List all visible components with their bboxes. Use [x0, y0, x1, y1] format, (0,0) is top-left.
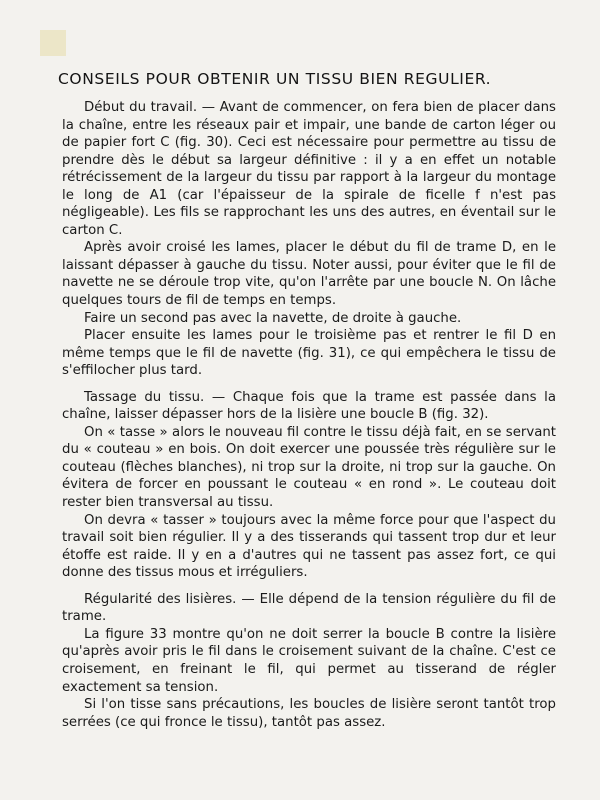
- corner-tab-mark: [40, 30, 66, 56]
- page-title: CONSEILS POUR OBTENIR UN TISSU BIEN REGULIER.: [58, 70, 492, 88]
- paragraph-regularite-des-lisieres: [62, 591, 556, 626]
- paragraph-second-pas: [62, 310, 556, 328]
- paragraph-text: Après avoir croisé les lames, placer le début du fil de trame D, en le laissant dépasser à gauche du tissu. Noter aussi, pour éviter que le fil de navette ne se déroule trop vite, qu'on l'arrête par une boucle N. On lâche quelques tours de fil de temps en temps.: [62, 240, 556, 309]
- paragraph-text: — Chaque fois que la trame est passée dans la chaîne, laisser dépasser hors de la lisière une boucle B (fig. 32).: [62, 389, 556, 423]
- paragraph-text: Si l'on tisse sans précautions, les boucles de lisière seront tantôt trop serrées (ce qui fronce le tissu), tantôt pas assez.: [62, 697, 556, 730]
- paragraph-troisieme-pas: [62, 327, 556, 380]
- paragraph-text: On « tasse » alors le nouveau fil contre le tissu déjà fait, en se servant du « couteau » en bois. On doit exercer une poussée très régulière sur le couteau (flèches blanches), ni trop sur la droite, ni trop sur la gauche. On évitera de forcer en poussant le couteau « en rond ». Le couteau doit rester bien transversal au tissu.: [62, 424, 556, 511]
- paragraph-debut-du-travail: [62, 99, 556, 239]
- section-heading-debut: Début du travail.: [84, 100, 198, 115]
- paragraph-figure-33: [62, 626, 556, 696]
- paragraph-text: Placer ensuite les lames pour le troisième pas et rentrer le fil D en même temps que le fil de navette (fig. 31), ce qui empêchera le tissu de s'effilocher plus tard.: [62, 328, 556, 379]
- paragraph-on-tasse: [62, 424, 556, 512]
- paragraph-text: — Avant de commencer, on fera bien de placer dans la chaîne, entre les réseaux pair et impair, une bande de carton léger ou de papier fort C (fig. 30). Ceci est nécessaire pour permettre au tissu de prendre dès le début sa largeur définitive : il y a en effet un notable rétrécissement de la largeur du tissu par rapport à la largeur du montage le long de A1 (car l'épaisseur de la spirale de ficelle f n'est pas négligeable). Les fils se rapprochant les uns des autres, en éventail sur le carton C.: [62, 100, 556, 238]
- paragraph-apres-avoir-croise: [62, 239, 556, 309]
- paragraph-text: Faire un second pas avec la navette, de droite à gauche.: [84, 310, 462, 326]
- paragraph-text: On devra « tasser » toujours avec la même force pour que l'aspect du travail soit bien régulier. Il y a des tisserands qui tassent trop dur et leur étoffe est raide. Il y en a d'autres qui ne tassent pas assez fort, ce qui donne des tissus mous et irréguliers.: [62, 512, 556, 581]
- paragraph-tassage-du-tissu: [62, 389, 556, 424]
- paragraph-text: La figure 33 montre qu'on ne doit serrer la boucle B contre la lisière qu'après avoir pris le fil dans le croisement suivant de la chaîne. C'est ce croisement, en freinant le fil, qui permet au tisserand de régler exactement sa tension.: [62, 626, 556, 695]
- paragraph-text: — Elle dépend de la tension régulière du fil de trame.: [62, 591, 556, 625]
- section-heading-regularite: Régularité des lisières.: [84, 591, 237, 607]
- body-text: [62, 99, 556, 731]
- section-heading-tassage: Tassage du tissu.: [84, 389, 205, 405]
- paragraph-on-devra-tasser: [62, 512, 556, 582]
- paragraph-sans-precautions: [62, 696, 556, 731]
